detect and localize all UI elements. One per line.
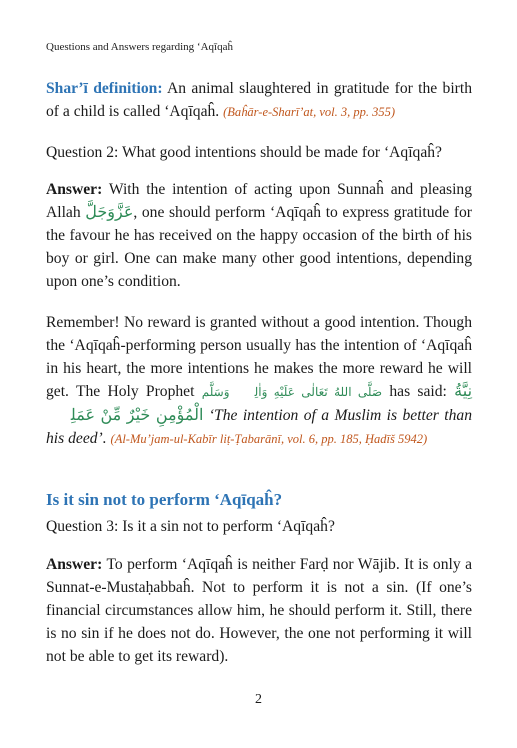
remember-paragraph [46, 311, 472, 451]
hadith-translation: ‘The intention of a Muslim is better than his deed’. [46, 407, 472, 447]
answer-2-text-b: , one should perform ‘Aqīqaĥ to express gratitude for the favour he has received on the happy occasion of the birth of his boy or girl. One can make many other good intentions, depending upon one’s condition. [46, 204, 472, 290]
answer-2-paragraph [46, 178, 472, 293]
running-header: Questions and Answers regarding ‘Aqīqaĥ [46, 41, 233, 53]
shari-definition-paragraph [46, 77, 472, 124]
definition-label: Shar’ī definition: [46, 80, 163, 97]
answer-3-text: To perform ‘Aqīqaĥ is neither Farḍ nor Wājib. It is only a Sunnat-e-Mustaḥabbaĥ. Not to perform it is not a sin. (If one’s financial circumstances allow him, he should perform it. Still, there is no sin if he does not do. However, the one not performing it will not be able to get its reward). [46, 556, 472, 665]
definition-text: An animal slaughtered in gratitude for the birth of a child is called ‘Aqīqaĥ. [46, 80, 472, 120]
hadith-citation: (Al-Mu’jam-ul-Kabīr liṭ-Ṭabarānī, vol. 6, pp. 185, Ḥadīš 5942) [110, 432, 428, 446]
hadith-arabic: نِيَّةُ الْمُؤْمِنِ خَيْرٌ مِّنْ عَمَلِهٖ [46, 383, 473, 424]
question-2: Question 2: What good intentions should be made for ‘Aqīqaĥ? [46, 144, 442, 161]
answer-3-label: Answer: [46, 556, 103, 573]
question-3: Question 3: Is it a sin not to perform ‘Aqīqaĥ? [46, 518, 335, 535]
page-number: 2 [255, 692, 262, 707]
answer-2-text-a: With the intention of acting upon Sunnaĥ and pleasing Allah [46, 181, 472, 221]
answer-2-label: Answer: [46, 181, 103, 198]
definition-citation: (Baĥār-e-Sharī’at, vol. 3, pp. 355) [223, 105, 396, 119]
remember-text-b: has said: [382, 383, 455, 400]
honorific-arabic: عَزَّوَجَلَّ [85, 204, 134, 221]
salutation-arabic: صَلَّى اللهُ تَعَالٰى عَلَيْهِ وَاٰلِهٖ وَسَلَّم [201, 385, 383, 399]
remember-text-a: Remember! No reward is granted without a good intention. Though the ‘Aqīqaĥ-performing person usually has the intention of ‘Aqīqaĥ in his heart, the more intentions he makes the more reward he will get. The Holy Prophet [46, 314, 472, 400]
section-heading: Is it sin not to perform ‘Aqīqaĥ? [46, 490, 283, 509]
answer-3-paragraph [46, 553, 472, 668]
